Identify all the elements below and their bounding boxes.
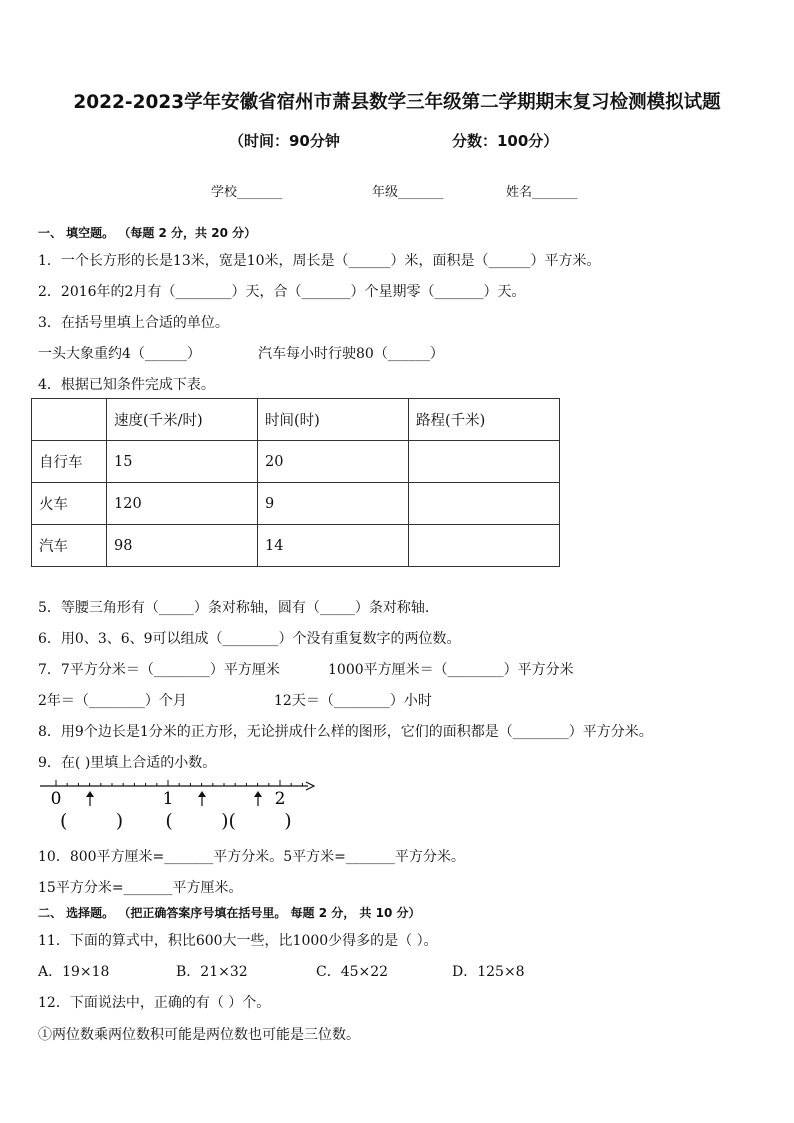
section-choice-heading: 二、 选择题。 （把正确答案序号填在括号里。 每题 2 分， 共 10 分） bbox=[38, 906, 421, 920]
page-title: 2022-2023学年安徽省宿州市萧县数学三年级第二学期期末复习检测模拟试题 bbox=[73, 92, 721, 113]
exam-time: （时间：90分钟 bbox=[229, 132, 340, 150]
table-header-cell: 时间(时) bbox=[258, 399, 409, 441]
tick-label-0: 0 bbox=[50, 789, 62, 809]
question-7c: 2年＝（________）个月 bbox=[38, 693, 187, 709]
table-cell bbox=[409, 441, 560, 483]
table-cell bbox=[32, 399, 107, 441]
table-row-label: 火车 bbox=[32, 483, 107, 525]
question-2: 2．2016年的2月有（________）天，合（_______）个星期零（_______）天。 bbox=[38, 284, 526, 300]
question-7d: 12天＝（________）小时 bbox=[274, 693, 432, 709]
table-row bbox=[32, 441, 560, 483]
number-line-ticks bbox=[56, 780, 302, 786]
option-c: C．45×22 bbox=[316, 964, 389, 980]
table-row bbox=[32, 483, 560, 525]
table-row-label: 汽车 bbox=[32, 525, 107, 567]
question-10b: 15平方分米=_______平方厘米。 bbox=[38, 880, 243, 896]
question-3a: 一头大象重约4（______） bbox=[38, 346, 201, 362]
up-arrow-icon bbox=[254, 791, 262, 806]
exam-score: 分数：100分） bbox=[452, 132, 559, 150]
table-cell bbox=[409, 483, 560, 525]
table-cell: 9 bbox=[258, 483, 409, 525]
table-header-cell: 速度(千米/时) bbox=[107, 399, 258, 441]
tick-label-1: 1 bbox=[162, 789, 174, 809]
name-field: 姓名_______ bbox=[506, 185, 578, 200]
question-12-item-1: ①两位数乘两位数积可能是两位数也可能是三位数。 bbox=[38, 1027, 360, 1043]
number-line bbox=[38, 776, 318, 810]
question-8: 8．用9个边长是1分米的正方形，无论拼成什么样的图形，它们的面积都是（________）平方分米。 bbox=[38, 724, 653, 740]
table-header-row bbox=[32, 399, 560, 441]
question-7a: 7．7平方分米＝（________）平方厘米 bbox=[38, 662, 280, 678]
up-arrow-icon bbox=[198, 791, 206, 806]
grade-field: 年级_______ bbox=[372, 185, 444, 200]
table-cell: 20 bbox=[258, 441, 409, 483]
question-11: 11．下面的算式中，积比600大一些，比1000少得多的是（ ）。 bbox=[38, 933, 438, 949]
table-cell bbox=[409, 525, 560, 567]
table-header-cell: 路程(千米) bbox=[409, 399, 560, 441]
table-row bbox=[32, 525, 560, 567]
question-3b: 汽车每小时行驶80（______） bbox=[258, 346, 444, 362]
section-fill-blank-heading: 一、 填空题。 （每题 2 分，共 20 分） bbox=[38, 226, 257, 240]
table-cell: 120 bbox=[107, 483, 258, 525]
table-row-label: 自行车 bbox=[32, 441, 107, 483]
table-cell: 98 bbox=[107, 525, 258, 567]
school-field: 学校_______ bbox=[211, 185, 283, 200]
question-4: 4．根据已知条件完成下表。 bbox=[38, 377, 215, 393]
speed-table bbox=[31, 398, 560, 567]
question-3: 3．在括号里填上合适的单位。 bbox=[38, 315, 229, 331]
tick-label-2: 2 bbox=[274, 789, 286, 809]
question-12: 12．下面说法中，正确的有（ ）个。 bbox=[38, 995, 271, 1011]
option-d: D．125×8 bbox=[452, 964, 525, 980]
number-line-answer-blanks: ( ) ( )( ) bbox=[60, 810, 292, 832]
up-arrow-icon bbox=[86, 791, 94, 806]
table-cell: 14 bbox=[258, 525, 409, 567]
question-6: 6．用0、3、6、9可以组成（________）个没有重复数字的两位数。 bbox=[38, 631, 461, 647]
question-7b: 1000平方厘米＝（________）平方分米 bbox=[328, 662, 574, 678]
option-a: A．19×18 bbox=[38, 964, 110, 980]
option-b: B．21×32 bbox=[176, 964, 248, 980]
question-1: 1．一个长方形的长是13米，宽是10米，周长是（______）米，面积是（______）平方米。 bbox=[38, 253, 601, 269]
question-5: 5．等腰三角形有（_____）条对称轴，圆有（_____）条对称轴. bbox=[38, 600, 430, 616]
question-10a: 10．800平方厘米=_______平方分米。5平方米=_______平方分米。 bbox=[38, 849, 465, 865]
table-cell: 15 bbox=[107, 441, 258, 483]
question-9: 9．在( )里填上合适的小数。 bbox=[38, 755, 217, 771]
